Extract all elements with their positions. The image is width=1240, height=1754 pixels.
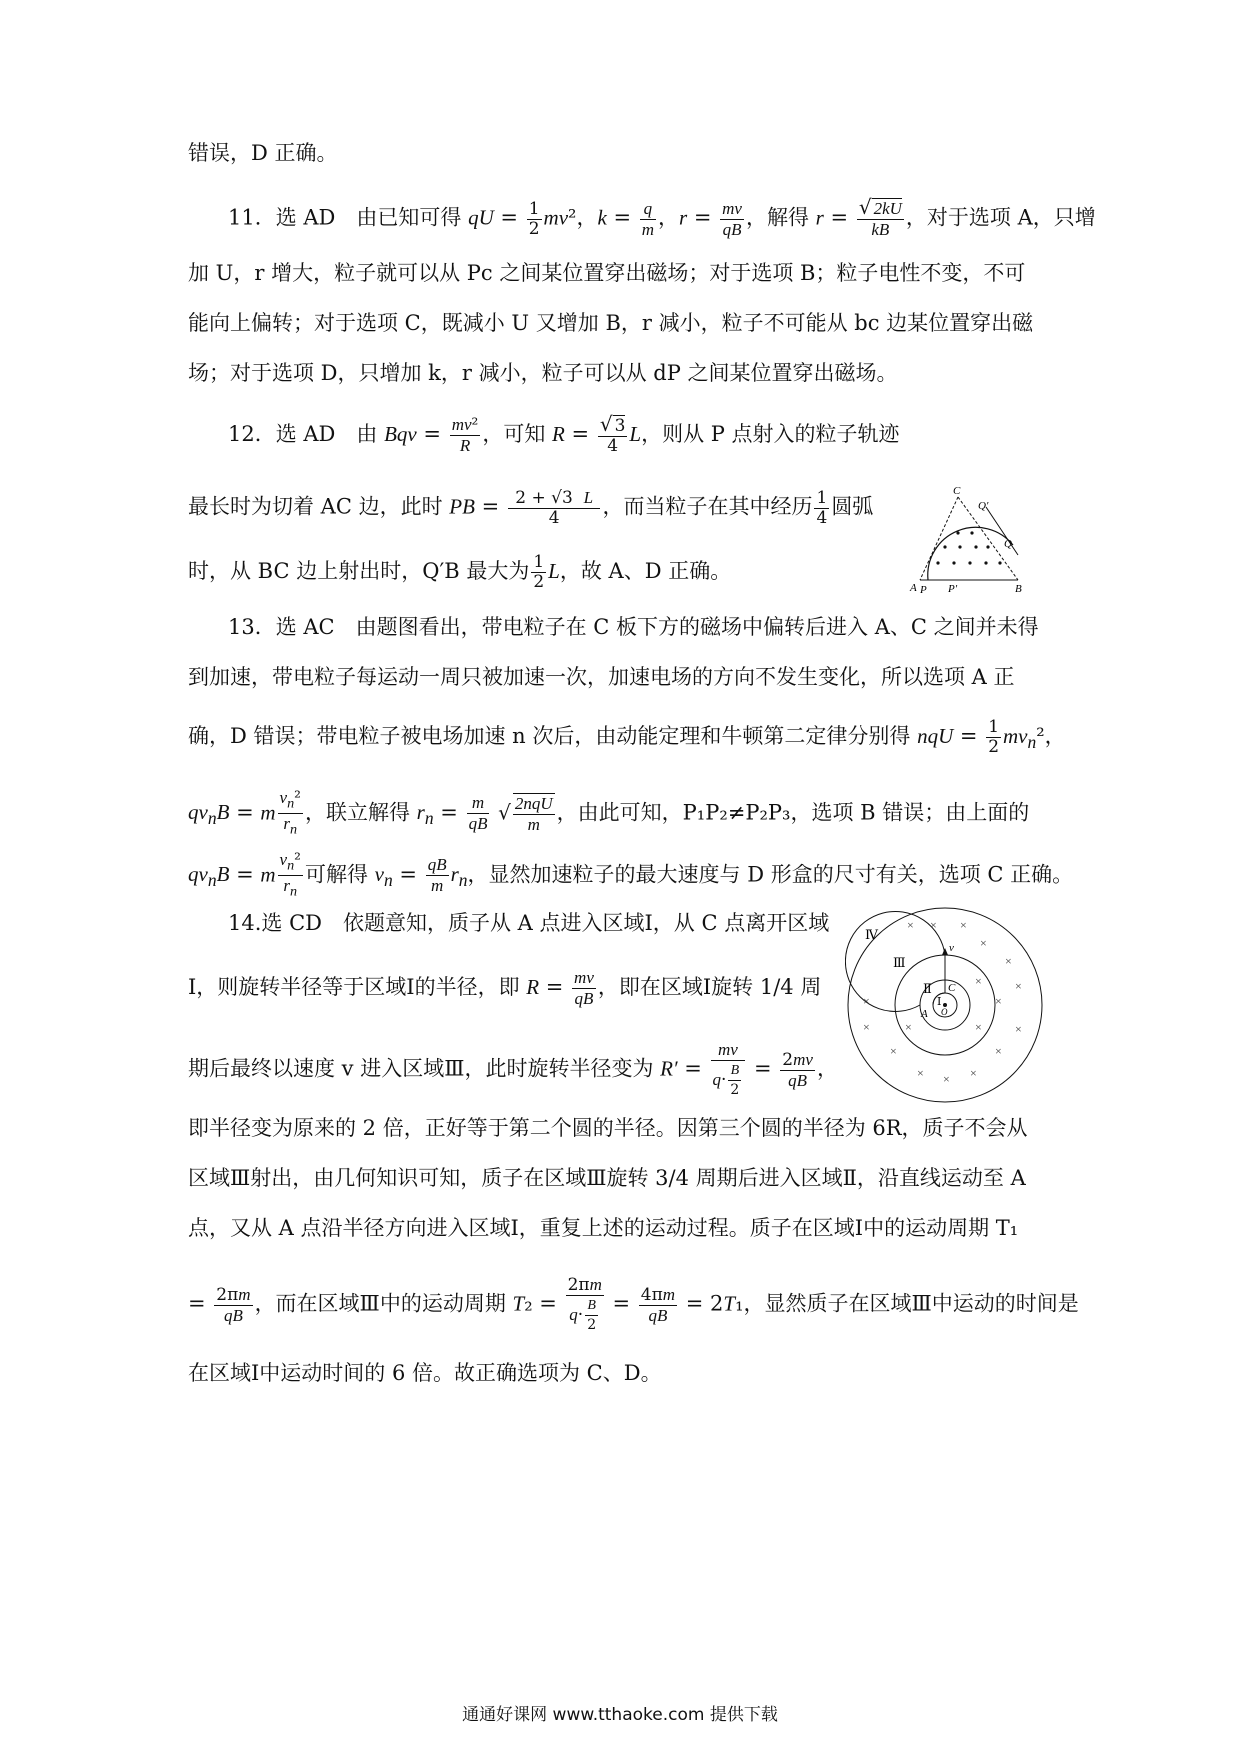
label-p-prime: P′ bbox=[948, 583, 958, 595]
svg-text:×: × bbox=[930, 918, 937, 932]
svg-text:×: × bbox=[907, 918, 914, 932]
svg-text:×: × bbox=[995, 1044, 1002, 1058]
svg-text:×: × bbox=[905, 1020, 912, 1034]
text-line: 确，D 错误；带电粒子被电场加速 n 次后，由动能定理和牛顿第二定律分别得 nqU = $\frac{1}{2}$ $mv_n^2$， bbox=[188, 717, 1066, 757]
label-a: A bbox=[910, 582, 917, 594]
text-line: 场；对于选项 D，只增加 k，r 减小，粒子可以从 dP 之间某位置穿出磁场。 bbox=[188, 361, 898, 385]
point-c-label: C bbox=[948, 982, 956, 994]
label-c: C bbox=[953, 485, 961, 497]
svg-text:×: × bbox=[980, 936, 987, 950]
velocity-label: v bbox=[949, 942, 954, 954]
svg-text:×: × bbox=[917, 1066, 924, 1080]
label-b: B bbox=[1015, 583, 1022, 595]
label-p: P bbox=[920, 584, 927, 595]
text-line: 点，又从 A 点沿半径方向进入区域Ⅰ，重复上述的运动过程。质子在区域Ⅰ中的运动周期 T₁ bbox=[188, 1216, 1019, 1240]
svg-text:×: × bbox=[890, 1044, 897, 1058]
text-line: 即半径变为原来的 2 倍，正好等于第二个圆的半径。因第三个圆的半径为 6R，质子不会从 bbox=[188, 1116, 1028, 1140]
point-o-label: O bbox=[941, 1007, 948, 1017]
text-line: $qv_nB = m$ $\frac{v_n^2}{r_n}$ 可解得 $v_n$ = $\frac{qB}{m}$ $r_n$，显然加速粒子的最大速度与 D 形盒的尺寸有关，选项 C 正确。 bbox=[188, 850, 1074, 900]
region-ii-label: Ⅱ bbox=[923, 981, 932, 996]
text-line: = $\frac{2\pi m}{qB}$ ，而在区域Ⅲ中的运动周期 T₂ = 2πm q· $\frac{B}{2}$ = $\frac{4\pi m}{qB}$ = 2T₁，显然质子在区域Ⅲ中运动的时间是 bbox=[188, 1275, 1079, 1333]
svg-text:×: × bbox=[970, 1066, 977, 1080]
region-i-label: Ⅰ bbox=[937, 996, 942, 1008]
text-line: 加 U，r 增大，粒子就可以从 Pc 之间某位置穿出磁场；对于选项 B；粒子电性不变，不可 bbox=[188, 261, 1026, 285]
text-line: 能向上偏转；对于选项 C，既减小 U 又增加 B，r 减小，粒子不可能从 bc 边某位置穿出磁 bbox=[188, 311, 1034, 335]
label-q: Q bbox=[1004, 538, 1012, 550]
text-line-q12: 12．选 AD 由 Bqv = $\frac{\text{mv²}}{R}$ ，可知 R = $\frac{√ 3}{4}$ L，则从 P 点射入的粒子轨迹 bbox=[228, 412, 900, 456]
text-line: 错误，D 正确。 bbox=[188, 141, 338, 165]
text-line: 到加速，带电粒子每运动一周只被加速一次，加速电场的方向不发生变化，所以选项 A 正 bbox=[188, 665, 1015, 689]
text-line: 时，从 BC 边上射出时，Q′B 最大为 $\frac{1}{2}$ L，故 A、D 正确。 bbox=[188, 552, 732, 592]
region-iv-label: Ⅳ bbox=[865, 927, 878, 942]
text-line: 在区域Ⅰ中运动时间的 6 倍。故正确选项为 C、D。 bbox=[188, 1361, 662, 1385]
svg-text:×: × bbox=[863, 1020, 870, 1034]
svg-text:×: × bbox=[863, 994, 870, 1008]
svg-text:×: × bbox=[943, 1072, 950, 1086]
page-footer: 通通好课网 www.tthaoke.com 提供下载 bbox=[462, 1705, 778, 1725]
svg-text:×: × bbox=[975, 1020, 982, 1034]
svg-text:×: × bbox=[1015, 1022, 1022, 1036]
point-a-label: A bbox=[921, 1008, 928, 1020]
text-line: 期后最终以速度 v 进入区域Ⅲ，此时旋转半径变为 R′ = mv q· $\frac{B}{2}$ = $\frac{2mv}{qB}$ ， bbox=[188, 1040, 838, 1098]
text-line: 最长时为切着 AC 边，此时 PB = $\frac{2 + √3 L}{4}$ ，而当粒子在其中经历 $\frac{1}{4}$ 圆弧 bbox=[188, 487, 874, 528]
svg-text:×: × bbox=[975, 974, 982, 988]
region-iii-label: Ⅲ bbox=[893, 955, 906, 970]
svg-text:×: × bbox=[995, 994, 1002, 1008]
label-q-prime: Q′ bbox=[978, 500, 989, 512]
text-line-q11: 11．选 AD 由已知可得 qU = $\frac{1}{2}$ mv²，k = $\frac{q}{m}$ ，r = $\frac{mv}{qB}$ ，解得 r = $\frac{√ 2kU}{kB}$ ，对于选项 A，只增 bbox=[228, 195, 1096, 239]
concentric-field-figure bbox=[845, 905, 1045, 1105]
svg-text:×: × bbox=[1005, 954, 1012, 968]
svg-text:×: × bbox=[1015, 979, 1022, 993]
text-line: $qv_nB = m$ $\frac{v_n^2}{r_n}$ ，联立解得 $r_n$ = $\frac{m}{qB}$ √ $\frac{\text{2nqU}}{m}$ ，由此可知，P₁P₂≠P₂P₃，选项 B 错误；由上面的 bbox=[188, 788, 1030, 838]
text-line: Ⅰ，则旋转半径等于区域Ⅰ的半径，即 R = $\frac{mv}{qB}$ ，即在区域Ⅰ旋转 1/4 周 bbox=[188, 968, 822, 1008]
text-line-q13: 13．选 AC 由题图看出，带电粒子在 C 板下方的磁场中偏转后进入 A、C 之间并未得 bbox=[228, 615, 1039, 639]
svg-text:×: × bbox=[960, 918, 967, 932]
text-line-q14: 14.选 CD 依题意知，质子从 A 点进入区域Ⅰ，从 C 点离开区域 bbox=[228, 911, 830, 935]
text-line: 区域Ⅲ射出，由几何知识可知，质子在区域Ⅲ旋转 3/4 周期后进入区域Ⅱ，沿直线运动至 A bbox=[188, 1166, 1026, 1190]
triangle-field-figure bbox=[898, 485, 1038, 595]
